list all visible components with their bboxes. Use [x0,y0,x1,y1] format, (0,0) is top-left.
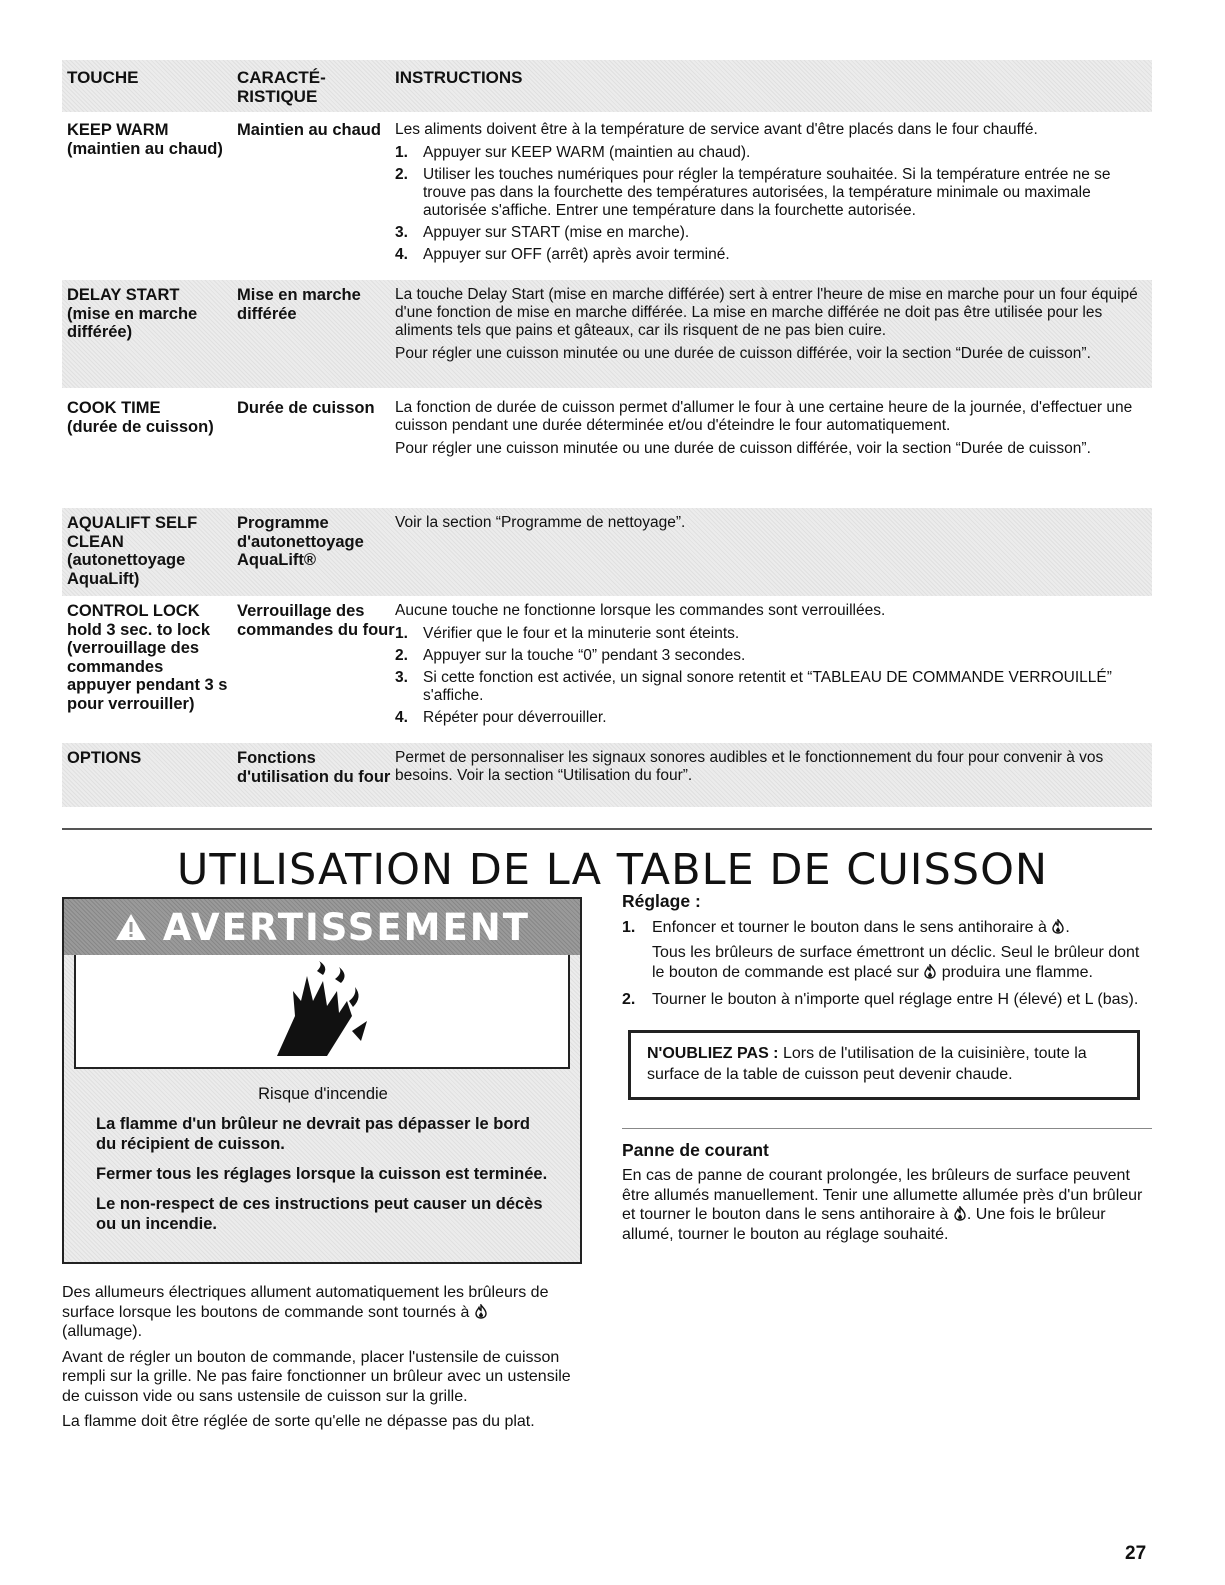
right-column [622,892,1152,1244]
panne-title: Panne de courant [622,1139,769,1160]
table-bottom-rule [62,828,1152,830]
page-number: 27 [1125,1543,1147,1564]
instruction-para: Permet de personnaliser les signaux sonores audibles et le fonctionnement du four pour convenir à vos besoins. Voir la section “Utilisation du four”. [395,749,1104,784]
key-label: CONTROL LOCK hold 3 sec. to lock (verrouillage des commandes appuyer pendant 3 s pour verrouiller) [67,602,228,713]
feature-label: Maintien au chaud [237,121,381,139]
instruction-step: 2. Appuyer sur la touche “0” pendant 3 secondes. [395,647,746,664]
panne-paragraph: En cas de panne de courant prolongée, les brûleurs de surface peuvent être allumés manuellement. Tenir une allumette allumée près d'un brûleur et tourner le bouton dans le sens antihoraire à . Une fois le brûleur allumé, tourner le bouton au réglage souhaité. [622,1167,1143,1243]
section-divider [622,1128,1152,1129]
instruction-step: 2. Utiliser les touches numériques pour régler la température souhaitée. Si la température entrée ne se trouve pas dans la fourchette des températures autorisées, la température minimale ou maximale autorisée s'affiche. Entrer une température dans la fourchette autorisée. [395,166,1111,219]
instructions [395,514,1145,537]
note-text: Lors de l'utilisation de la cuisinière, toute la surface de la table de cuisson peut devenir chaude. [647,1044,1087,1083]
table-row-keep-warm [62,115,1152,280]
warning-line: Le non-respect de ces instructions peut causer un décès ou un incendie. [96,1195,543,1233]
feature-label: Mise en marche différée [237,286,361,323]
table-row-cook-time [62,393,1152,505]
left-paragraph: Avant de régler un bouton de commande, placer l'ustensile de cuisson rempli sur la grille. Ne pas faire fonctionner un brûleur avec un ustensile de cuisson vide ou sans ustensile de cuisson sur la grille. [62,1348,571,1405]
key-label: DELAY START (mise en marche différée) [67,286,198,341]
key-label: OPTIONS [67,749,142,767]
key-label: COOK TIME (durée de cuisson) [67,399,214,436]
instruction-step: 1. Appuyer sur KEEP WARM (maintien au chaud). [395,144,751,161]
instruction-step: 1. Vérifier que le four et la minuterie sont éteints. [395,625,740,642]
warning-box [62,897,582,1264]
instruction-step: 3. Appuyer sur START (mise en marche). [395,224,690,241]
table-header [62,60,1152,112]
warning-subtitle: Risque d'incendie [258,1085,388,1103]
table-row-control-lock [62,596,1152,741]
warning-image-panel [74,955,570,1069]
ignite-flame-icon [474,1304,488,1319]
table-row-options [62,743,1152,807]
instruction-intro: Aucune touche ne fonctionne lorsque les commandes sont verrouillées. [395,602,886,619]
instruction-para: La touche Delay Start (mise en marche différée) sert à entrer l'heure de mise en marche pour un four équipé d'une fonction de mise en marche différée. La mise en marche différée ne doit pas être utilisée pour les aliments tels que pains et gâteaux, car ils risquent de ne pas bien cuire. [395,286,1138,339]
left-paragraph: La flamme doit être réglée de sorte qu'elle ne dépasse pas du plat. [62,1413,535,1430]
warning-line: Fermer tous les réglages lorsque la cuisson est terminée. [96,1165,548,1183]
left-column-text [62,1283,592,1438]
note-label: N'OUBLIEZ PAS : [647,1044,779,1062]
instruction-step: 4. Appuyer sur OFF (arrêt) après avoir terminé. [395,246,730,263]
header-caracteristique: CARACTÉ- RISTIQUE [237,68,326,106]
fire-warning-icon [257,961,387,1061]
reglage-step: 1. Enfoncer et tourner le bouton dans le sens antihoraire à . Tous les brûleurs de surface émettront un déclic. Seul le brûleur dont le bouton de commande est placé sur produira une flamme. [622,918,1140,981]
table-row-delay-start [62,280,1152,388]
instruction-step: 4. Répéter pour déverrouiller. [395,709,607,726]
instruction-intro: Les aliments doivent être à la température de service avant d'être placés dans le four chauffé. [395,121,1038,138]
ignite-flame-icon [953,1206,967,1221]
feature-label: Fonctions d'utilisation du four [237,749,391,786]
header-instructions: INSTRUCTIONS [395,68,523,87]
feature-label: Durée de cuisson [237,399,375,417]
reglage-title: Réglage : [622,891,701,911]
warning-header [64,899,580,955]
warning-line: La flamme d'un brûleur ne devrait pas dépasser le bord du récipient de cuisson. [96,1115,530,1153]
reminder-note [628,1030,1140,1100]
table-row-aqualift [62,508,1152,596]
instructions [395,399,1145,463]
key-label: KEEP WARM (maintien au chaud) [67,121,223,158]
instructions [395,749,1145,790]
key-label: AQUALIFT SELF CLEAN (autonettoyage AquaLift) [67,514,198,588]
feature-label: Verrouillage des commandes du four [237,602,395,639]
instruction-para: Voir la section “Programme de nettoyage”. [395,514,686,531]
instructions [395,602,1145,731]
section-title: UTILISATION DE LA TABLE DE CUISSON [176,845,1049,895]
instruction-step: 3. Si cette fonction est activée, un signal sonore retentit et “TABLEAU DE COMMANDE VERROUILLÉ” s'affiche. [395,669,1112,704]
feature-label: Programme d'autonettoyage AquaLift® [237,514,364,569]
warning-triangle-icon [114,912,148,942]
instruction-para: La fonction de durée de cuisson permet d'allumer le four à une certaine heure de la journée, d'effectuer une cuisson pendant une durée déterminée et/ou d'éteindre le four automatiquement. [395,399,1133,434]
warning-title: AVERTISSEMENT [162,905,530,949]
reglage-step: 2. Tourner le bouton à n'importe quel réglage entre H (élevé) et L (bas). [622,991,1139,1008]
left-paragraph: Des allumeurs électriques allument automatiquement les brûleurs de surface lorsque les boutons de commande sont tournés à (allumage). [62,1284,549,1340]
instruction-para: Pour régler une cuisson minutée ou une durée de cuisson différée, voir la section “Durée de cuisson”. [395,440,1091,457]
instruction-para: Pour régler une cuisson minutée ou une durée de cuisson différée, voir la section “Durée de cuisson”. [395,345,1091,362]
instructions [395,121,1145,268]
instructions [395,286,1145,368]
ignite-flame-icon [923,964,937,979]
header-touche: TOUCHE [67,68,139,87]
ignite-flame-icon [1051,919,1065,934]
